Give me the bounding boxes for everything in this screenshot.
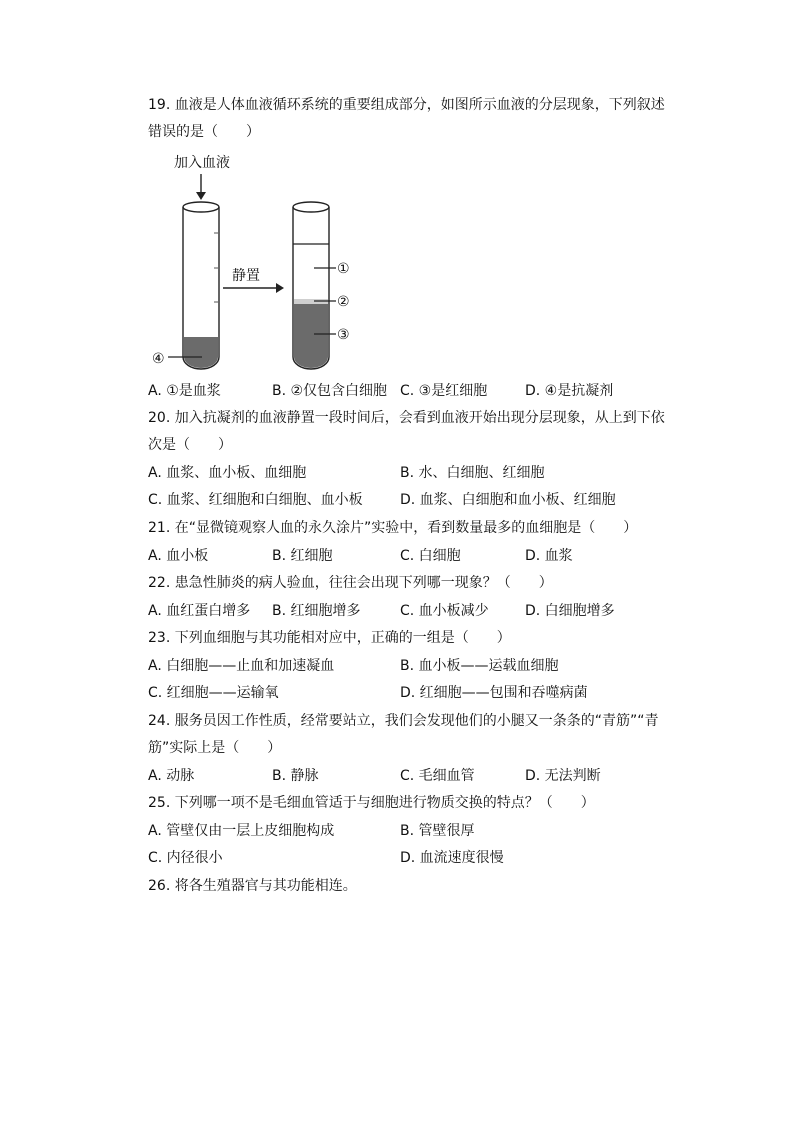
q19-option-d: D. ④是抗凝剂 (525, 383, 614, 399)
add-blood-arrow-icon (196, 174, 206, 200)
anticoagulant-layer (184, 337, 218, 368)
q21-option-d: D. 血浆 (525, 548, 573, 564)
q20-stem-line2: 次是（ ） (148, 437, 232, 453)
q19-stem-line1: 19. 血液是人体血液循环系统的重要组成部分，如图所示血液的分层现象，下列叙述 (148, 97, 665, 113)
q23-option-c: C. 红细胞——运输氧 (148, 685, 279, 701)
q19-stem-line2: 错误的是（ ） (148, 124, 260, 140)
q24-option-a: A. 动脉 (148, 768, 195, 784)
q20-option-a: A. 血浆、血小板、血细胞 (148, 465, 307, 481)
blood-layering-figure (148, 150, 368, 375)
q20-option-d: D. 血浆、白细胞和血小板、红细胞 (400, 492, 616, 508)
q19-option-b: B. ②仅包含白细胞 (272, 383, 388, 399)
marker-2: ② (337, 294, 350, 310)
q22-option-d: D. 白细胞增多 (525, 603, 615, 619)
q25-option-c: C. 内径很小 (148, 850, 223, 866)
marker-1: ① (337, 261, 350, 277)
q21-option-b: B. 红细胞 (272, 548, 333, 564)
q19-option-a: A. ①是血浆 (148, 383, 221, 399)
q22-option-a: A. 血红蛋白增多 (148, 603, 251, 619)
label-add-blood: 加入血液 (174, 155, 230, 171)
q23-stem: 23. 下列血细胞与其功能相对应中，正确的一组是（ ） (148, 630, 511, 646)
q24-stem-line1: 24. 服务员因工作性质，经常要站立，我们会发现他们的小腿又一条条的“青筋”“青 (148, 713, 659, 729)
q24-option-c: C. 毛细血管 (400, 768, 475, 784)
marker-3: ③ (337, 327, 350, 343)
q23-option-b: B. 血小板——运载血细胞 (400, 658, 559, 674)
label-static: 静置 (232, 268, 260, 284)
q20-option-c: C. 血浆、红细胞和白细胞、血小板 (148, 492, 363, 508)
q25-option-d: D. 血流速度很慢 (400, 850, 504, 866)
q24-stem-line2: 筋”实际上是（ ） (148, 740, 282, 756)
q24-option-d: D. 无法判断 (525, 768, 601, 784)
q25-stem: 25. 下列哪一项不是毛细血管适于与细胞进行物质交换的特点？（ ） (148, 795, 595, 811)
test-tube-left (183, 202, 219, 369)
q23-option-a: A. 白细胞——止血和加速凝血 (148, 658, 335, 674)
q21-option-a: A. 血小板 (148, 548, 209, 564)
red-cell-layer (294, 304, 328, 368)
q21-stem: 21. 在“显微镜观察人血的永久涂片”实验中，看到数量最多的血细胞是（ ） (148, 520, 638, 536)
q19-option-c: C. ③是红细胞 (400, 383, 488, 399)
q22-option-c: C. 血小板减少 (400, 603, 489, 619)
q26-stem: 26. 将各生殖器官与其功能相连。 (148, 878, 357, 894)
q21-option-c: C. 白细胞 (400, 548, 461, 564)
test-tube-right (293, 202, 329, 369)
q20-option-b: B. 水、白细胞、红细胞 (400, 465, 545, 481)
q24-option-b: B. 静脉 (272, 768, 319, 784)
marker-4: ④ (152, 351, 165, 367)
q23-option-d: D. 红细胞——包围和吞噬病菌 (400, 685, 588, 701)
q25-option-b: B. 管壁很厚 (400, 823, 475, 839)
q20-stem-line1: 20. 加入抗凝剂的血液静置一段时间后，会看到血液开始出现分层现象，从上到下依 (148, 410, 665, 426)
q22-stem: 22. 患急性肺炎的病人验血，往往会出现下列哪一现象？（ ） (148, 575, 553, 591)
q22-option-b: B. 红细胞增多 (272, 603, 361, 619)
q25-option-a: A. 管壁仅由一层上皮细胞构成 (148, 823, 335, 839)
static-arrow-icon (223, 283, 284, 293)
